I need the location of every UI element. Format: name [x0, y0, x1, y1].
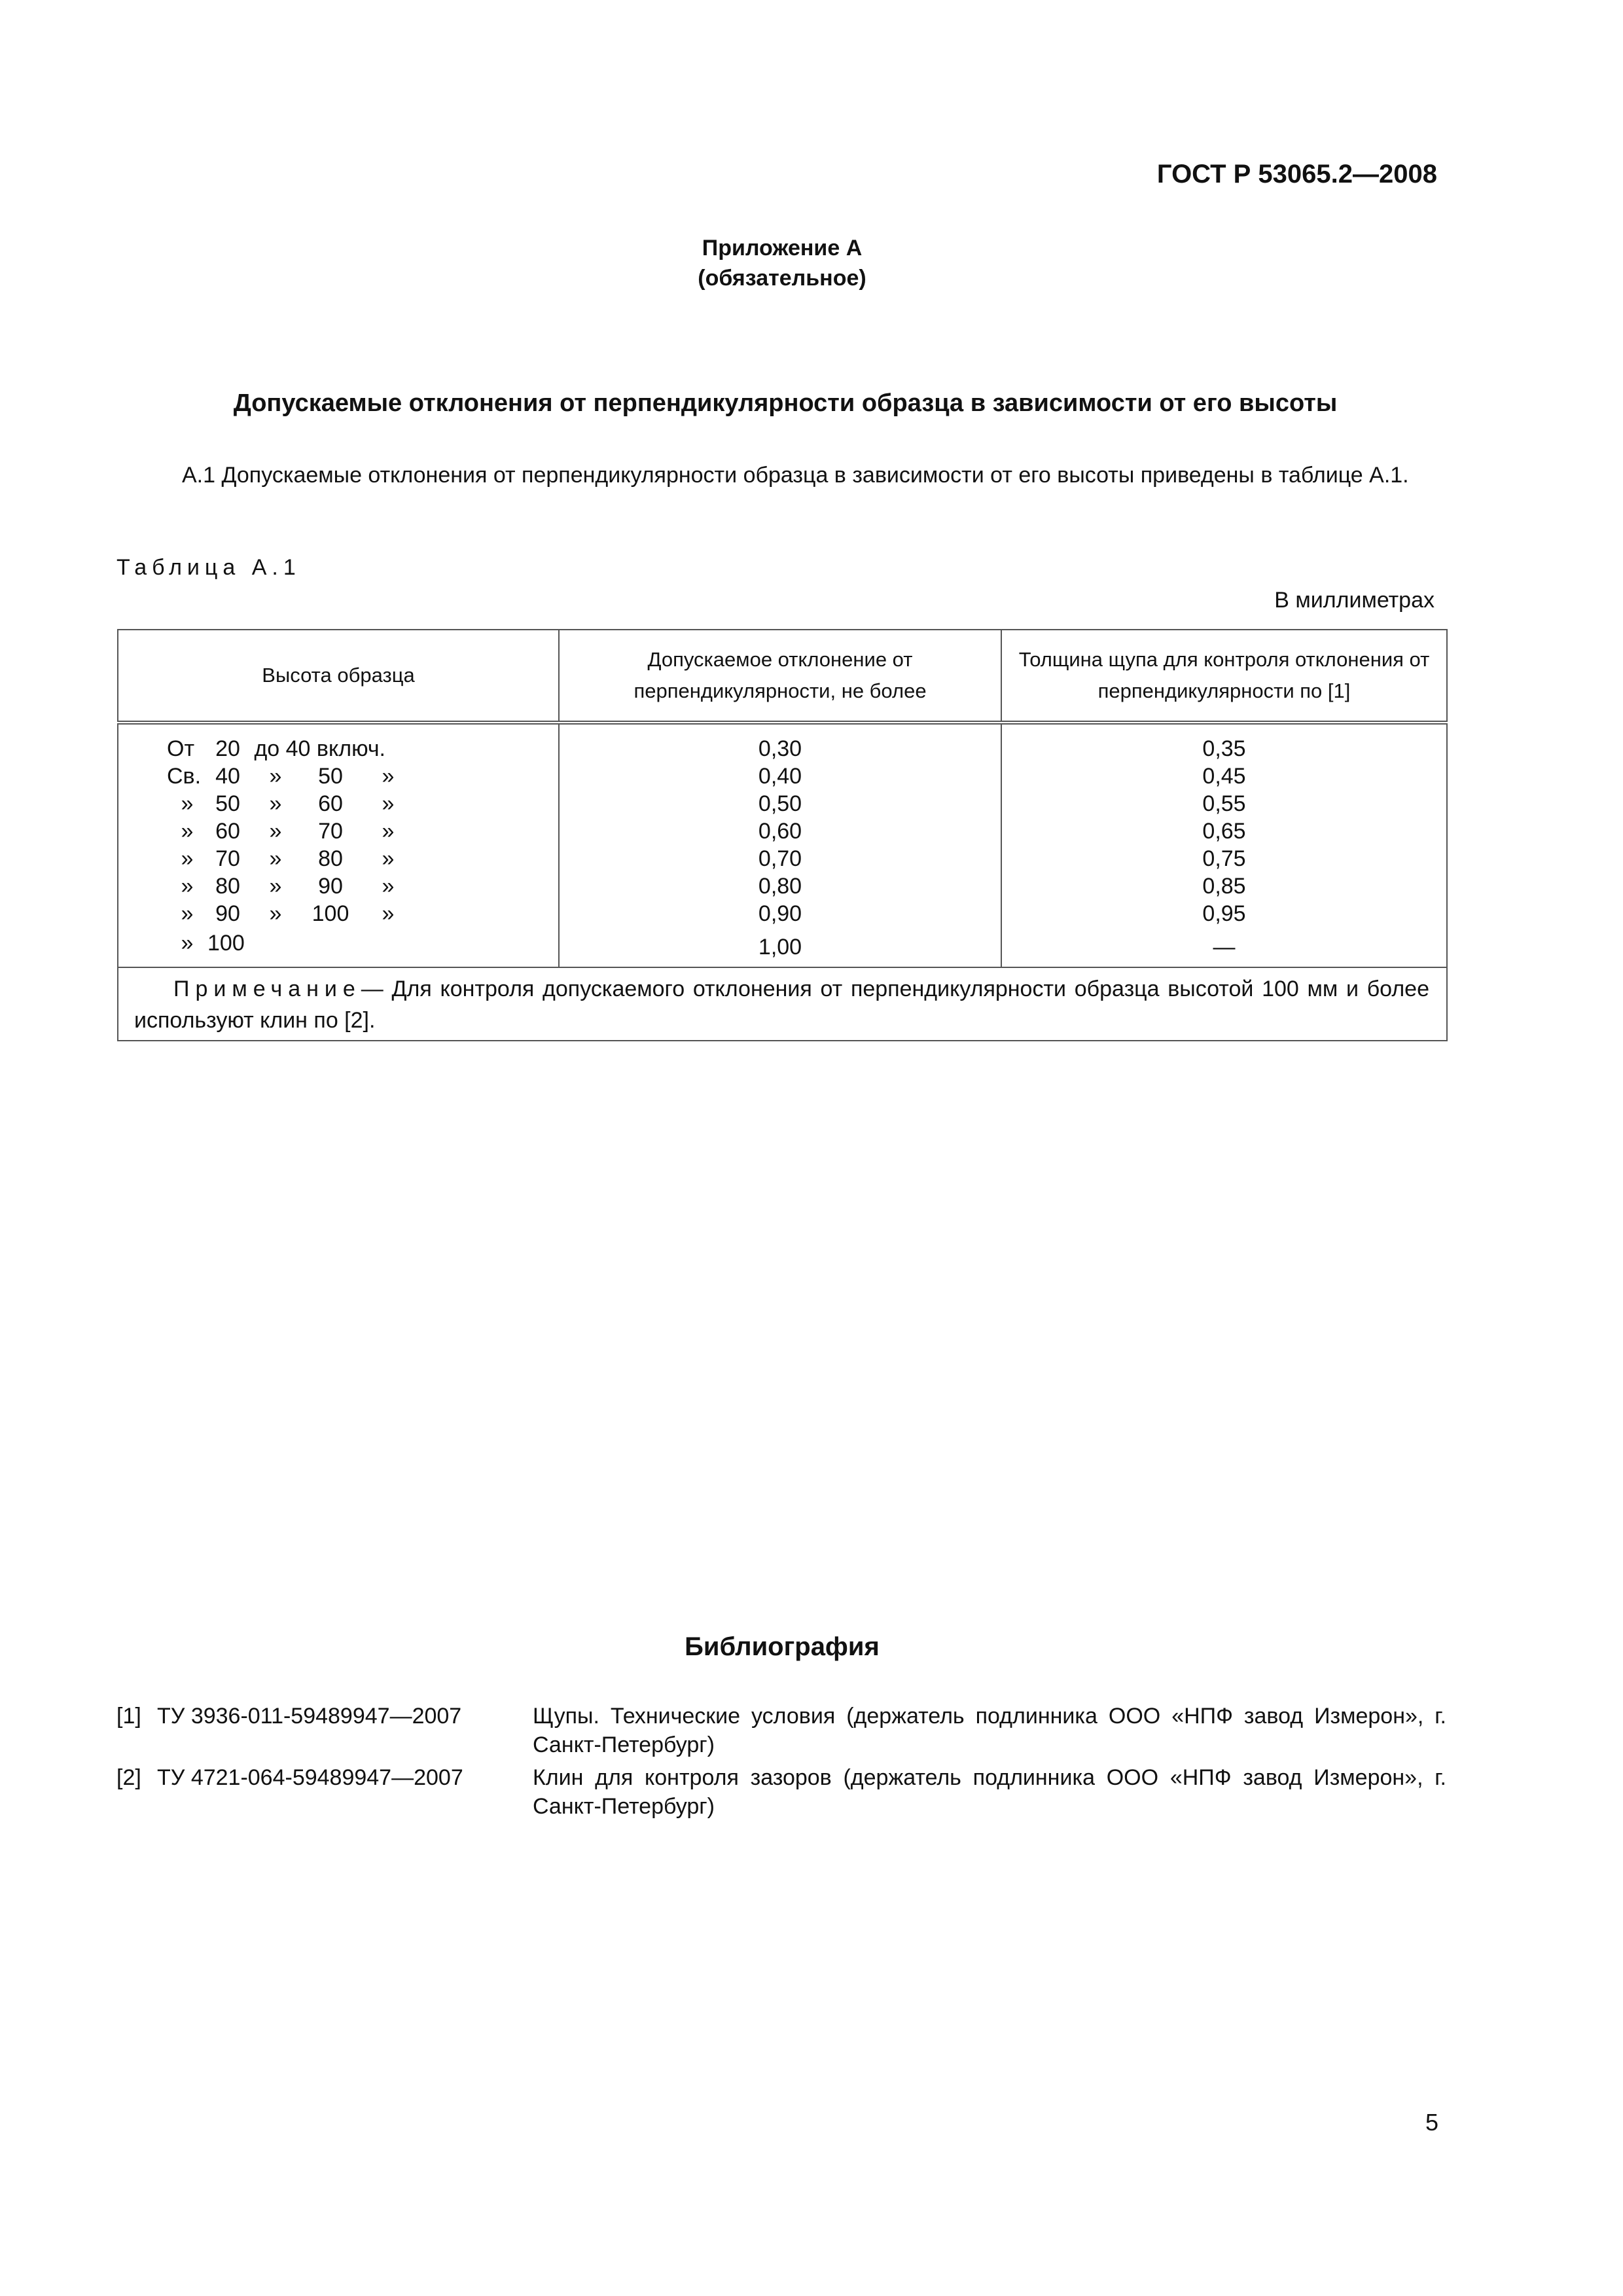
- row-from: 20: [215, 736, 240, 761]
- bibliography-title: Библиография: [685, 1632, 880, 1661]
- page-number: 5: [1425, 2109, 1438, 2136]
- section-title: Допускаемые отклонения от перпендикулярности образца в зависимости от его высоты: [233, 389, 1338, 417]
- table-header-row: [118, 630, 1447, 723]
- bib-code: ТУ 4721-064-59489947—2007: [157, 1765, 463, 1790]
- gauge-value: 0,55: [1202, 791, 1246, 816]
- row-prefix: »: [181, 846, 194, 871]
- table-row: [167, 735, 558, 762]
- header-deviation: [559, 630, 1001, 723]
- deviation-value: 0,90: [758, 901, 802, 926]
- row-prefix: Св.: [167, 764, 202, 789]
- tolerance-table: [117, 629, 1448, 1041]
- bibliography-entry: [116, 1763, 1446, 1821]
- deviation-value: 0,70: [758, 846, 802, 871]
- gauge-column: [1001, 723, 1447, 967]
- paragraph-text: А.1 Допускаемые отклонения от перпендикулярности образца в зависимости от его высоты приведены в таблице А.1.: [182, 463, 1409, 488]
- row-suffix: »: [382, 901, 395, 926]
- paragraph-a1: [116, 459, 1445, 491]
- row-suffix: включ.: [316, 736, 385, 761]
- row-from: 60: [215, 819, 240, 844]
- table-caption: Таблица А.1: [116, 555, 301, 580]
- note-text: — Для контроля допускаемого отклонения от перпендикулярности образца высотой 100 мм и более используют клин по [2].: [134, 977, 1429, 1033]
- row-from: 50: [215, 791, 240, 816]
- row-from: 100: [207, 931, 245, 956]
- deviation-value: 0,30: [758, 736, 802, 761]
- bib-text: Клин для контроля зазоров (держатель подлинника ООО «НПФ завод Измерон», г. Санкт-Петербург): [533, 1765, 1446, 1819]
- height-column: [118, 723, 559, 967]
- bib-number: [1]: [116, 1704, 141, 1729]
- header-gauge-text: Толщина щупа для контроля отклонения от перпендикулярности по [1]: [1018, 648, 1430, 702]
- bibliography-list: [116, 1702, 1446, 1825]
- row-to: 60: [318, 791, 343, 816]
- bib-number: [2]: [116, 1765, 141, 1790]
- row-prefix: »: [181, 931, 194, 956]
- appendix-status: (обязательное): [698, 266, 866, 291]
- bibliography-entry: [116, 1702, 1446, 1759]
- table-note-row: [118, 967, 1447, 1041]
- deviation-column: [559, 723, 1001, 967]
- table-units: В миллиметрах: [1274, 588, 1435, 613]
- row-suffix: »: [382, 874, 395, 899]
- row-prefix: »: [181, 901, 194, 926]
- bib-code: ТУ 3936-011-59489947—2007: [157, 1704, 462, 1729]
- appendix-title: Приложение А: [702, 236, 863, 260]
- gauge-value: 0,65: [1202, 819, 1246, 844]
- row-suffix: »: [382, 764, 395, 789]
- table-row: » 60 » 70 »: [167, 817, 558, 845]
- gauge-value: 0,95: [1202, 901, 1246, 926]
- row-from: 90: [215, 901, 240, 926]
- row-suffix: »: [382, 846, 395, 871]
- table-row: [167, 927, 558, 959]
- gauge-value: 0,45: [1202, 764, 1246, 789]
- row-from: 80: [215, 874, 240, 899]
- appendix-heading: [0, 233, 1564, 293]
- row-to: 50: [318, 764, 343, 789]
- row-to: 70: [318, 819, 343, 844]
- row-prefix: »: [181, 819, 194, 844]
- gauge-value: —: [1213, 935, 1236, 960]
- header-deviation-text: Допускаемое отклонение от перпендикулярности, не более: [633, 648, 927, 702]
- row-to: 90: [318, 874, 343, 899]
- header-gauge: [1001, 630, 1447, 723]
- row-to: 100: [312, 901, 349, 926]
- document-number: ГОСТ Р 53065.2—2008: [1156, 160, 1437, 188]
- note-label: Примечание: [173, 977, 361, 1001]
- row-suffix: »: [382, 791, 395, 816]
- row-suffix: »: [382, 819, 395, 844]
- row-prefix: »: [181, 874, 194, 899]
- deviation-value: 0,80: [758, 874, 802, 899]
- row-to: 80: [318, 846, 343, 871]
- bib-text: Щупы. Технические условия (держатель подлинника ООО «НПФ завод Измерон», г. Санкт-Петербург): [533, 1704, 1446, 1757]
- row-prefix: »: [181, 791, 194, 816]
- table-row: » 70 » 80 »: [167, 845, 558, 872]
- table-row: Св. 40 » 50 »: [167, 762, 558, 790]
- row-to: до 40: [254, 736, 311, 761]
- table-row: » 80 » 90 »: [167, 872, 558, 900]
- deviation-value: 0,60: [758, 819, 802, 844]
- gauge-value: 0,35: [1202, 736, 1246, 761]
- gauge-value: 0,75: [1202, 846, 1246, 871]
- gauge-value: 0,85: [1202, 874, 1246, 899]
- deviation-value: 0,50: [758, 791, 802, 816]
- row-from: 40: [215, 764, 240, 789]
- row-from: 70: [215, 846, 240, 871]
- table-row: » 50 » 60 »: [167, 790, 558, 817]
- deviation-value: 0,40: [758, 764, 802, 789]
- table-row: » 90 » 100 »: [167, 900, 558, 927]
- header-height: Высота образца: [118, 630, 559, 723]
- deviation-value: 1,00: [758, 935, 802, 960]
- table-body-row: [118, 723, 1447, 967]
- table-note: [118, 967, 1447, 1041]
- row-prefix: От: [167, 736, 195, 761]
